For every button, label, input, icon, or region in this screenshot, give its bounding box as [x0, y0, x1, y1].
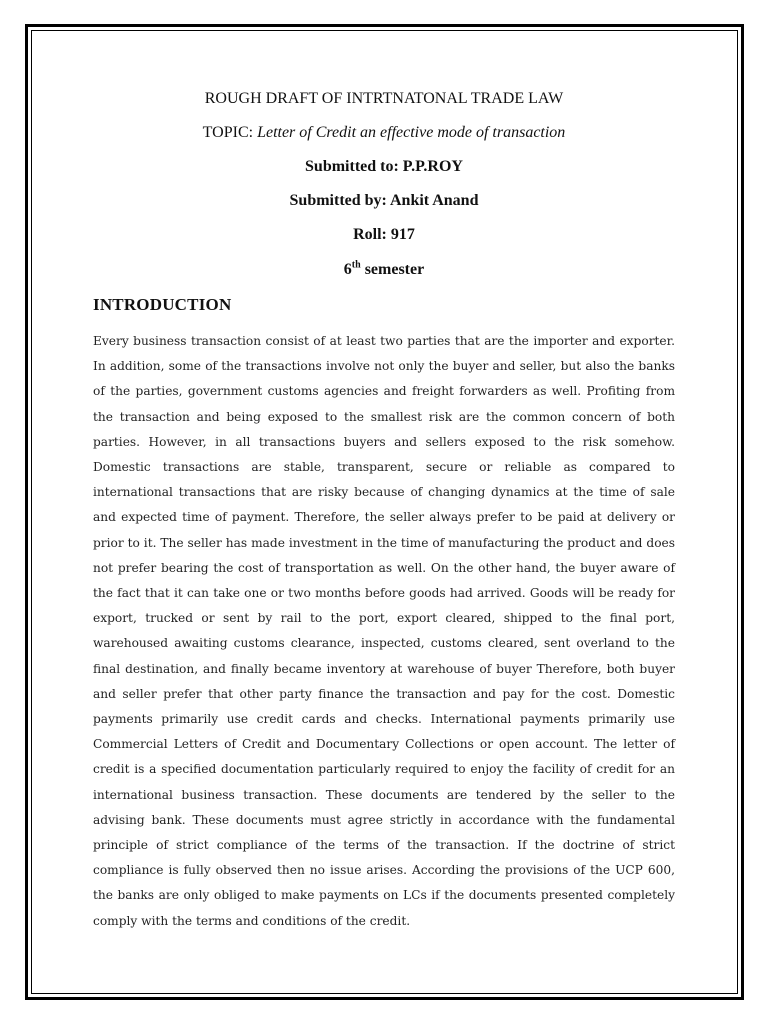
roll-number: Roll: 917 — [353, 226, 415, 243]
topic-text: Letter of Credit an effective mode of transaction — [257, 124, 566, 141]
topic-label: TOPIC: — [202, 124, 258, 141]
document-title: ROUGH DRAFT OF INTRTNATONAL TRADE LAW — [204, 90, 564, 107]
semester-number: 6 — [343, 261, 352, 278]
submitted-by: Submitted by: Ankit Anand — [289, 192, 479, 209]
section-heading-introduction: INTRODUCTION — [93, 295, 232, 314]
semester-text: semester — [360, 261, 425, 278]
semester-suffix: th — [351, 259, 361, 271]
submitted-to: Submitted to: P.P.ROY — [305, 158, 463, 175]
semester-line — [93, 260, 675, 280]
topic-line — [93, 123, 675, 143]
introduction-paragraph: Every business transaction consist of at least two parties that are the importer and exporter. In addition, some of the transactions involve not only the buyer and seller, but also the banks of the parties, government customs agencies and freight forwarders as well. Profiting from the transaction and being exposed to the smallest risk are the common concern of both parties. However, in all transactions buyers and sellers exposed to the risk somehow. Domestic transactions are stable, transparent, secure or reliable as compared to international transactions that are risky because of changing dynamics at the time of sale and expected time of payment. Therefore, the seller always prefer to be paid at delivery or prior to it. The seller has made investment in the time of manufacturing the product and does not prefer bearing the cost of transportation as well. On the other hand, the buyer aware of the fact that it can take one or two months before goods had arrived. Goods will be ready for export, trucked or sent by rail to the port, export cleared, shipped to the final port, warehoused awaiting customs clearance, inspected, customs cleared, sent overland to the final destination, and finally became inventory at warehouse of buyer Therefore, both buyer and seller prefer that other party finance the transaction and pay for the cost. Domestic payments primarily use credit cards and checks. International payments primarily use Commercial Letters of Credit and Documentary Collections or open account. The letter of credit is a specified documentation particularly required to enjoy the facility of credit for an international business transaction. These documents are tendered by the seller to the advising bank. These documents must agree strictly in accordance with the fundamental principle of strict compliance of the terms of the transaction. If the doctrine of strict compliance is fully observed then no issue arises. According the provisions of the UCP 600, the banks are only obliged to make payments on LCs if the documents presented completely comply with the terms and conditions of the credit. — [93, 334, 675, 928]
